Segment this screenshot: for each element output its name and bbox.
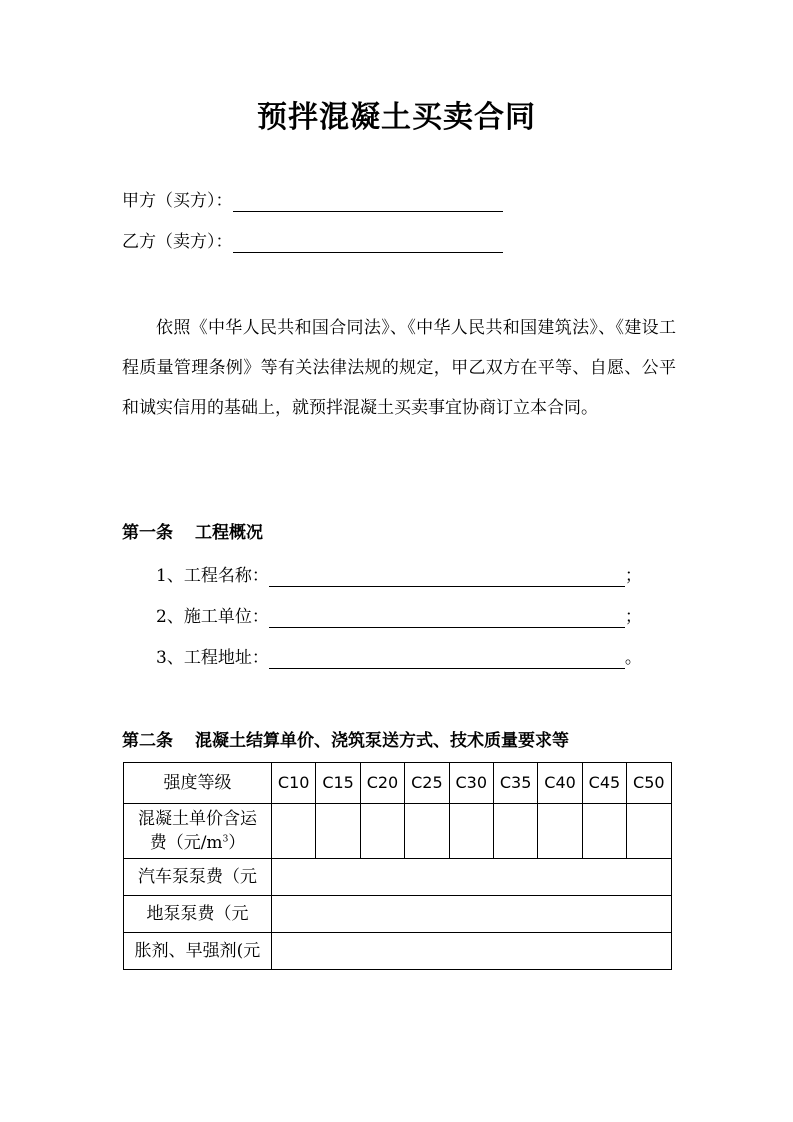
grade-header-cell: C30 bbox=[449, 763, 493, 804]
contractor-line bbox=[156, 606, 642, 628]
grade-header-cell: C40 bbox=[538, 763, 582, 804]
grade-header-cell: C35 bbox=[493, 763, 537, 804]
project-address-line bbox=[156, 647, 642, 669]
document-title: 预拌混凝土买卖合同 bbox=[257, 100, 536, 135]
grade-header-cell: C15 bbox=[316, 763, 360, 804]
ground-pump-fee-row bbox=[124, 896, 672, 933]
seller-blank[interactable] bbox=[233, 234, 503, 253]
article2-title: 混凝土结算单价、浇筑泵送方式、技术质量要求等 bbox=[195, 731, 569, 751]
article2-heading bbox=[122, 730, 569, 752]
unit-price-label bbox=[124, 804, 272, 859]
admixture-fee-label: 胀剂、早强剂(元 bbox=[124, 933, 272, 970]
strength-grade-header: 强度等级 bbox=[124, 763, 272, 804]
unit-price-cell[interactable] bbox=[538, 804, 582, 859]
buyer-line bbox=[122, 190, 503, 212]
project-name-blank[interactable] bbox=[269, 568, 625, 587]
grade-header-cell: C20 bbox=[360, 763, 404, 804]
truck-pump-fee-label: 汽车泵泵费（元 bbox=[124, 859, 272, 896]
project-name-line bbox=[156, 565, 642, 587]
contractor-blank[interactable] bbox=[269, 609, 625, 628]
admixture-fee-cell[interactable] bbox=[272, 933, 672, 970]
unit-price-cell[interactable] bbox=[316, 804, 360, 859]
buyer-blank[interactable] bbox=[233, 193, 503, 212]
unit-price-label-line1: 混凝土单价含运 bbox=[138, 809, 257, 829]
unit-price-cell[interactable] bbox=[449, 804, 493, 859]
unit-price-label-line2: 费（元/m bbox=[149, 833, 223, 853]
unit-price-cell[interactable] bbox=[272, 804, 316, 859]
unit-price-cell[interactable] bbox=[360, 804, 404, 859]
unit-price-row bbox=[124, 804, 672, 859]
project-address-end: 。 bbox=[624, 648, 642, 668]
ground-pump-fee-cell[interactable] bbox=[272, 896, 672, 933]
unit-price-cell[interactable] bbox=[582, 804, 626, 859]
price-table bbox=[123, 762, 672, 970]
unit-price-cell[interactable] bbox=[627, 804, 671, 859]
buyer-label: 甲方（买方）： bbox=[122, 191, 233, 211]
project-name-end: ； bbox=[624, 566, 642, 586]
project-name-label: 1、工程名称： bbox=[156, 566, 269, 586]
unit-price-label-end: ） bbox=[228, 833, 246, 853]
article2-number: 第二条 bbox=[122, 731, 173, 751]
unit-price-cell[interactable] bbox=[405, 804, 449, 859]
truck-pump-fee-cell[interactable] bbox=[272, 859, 672, 896]
grade-header-cell: C50 bbox=[627, 763, 671, 804]
table-header-row bbox=[124, 763, 672, 804]
article1-title: 工程概况 bbox=[195, 523, 263, 543]
grade-header-cell: C45 bbox=[582, 763, 626, 804]
ground-pump-fee-label: 地泵泵费（元 bbox=[124, 896, 272, 933]
contractor-end: ； bbox=[624, 607, 642, 627]
grade-header-cell: C25 bbox=[405, 763, 449, 804]
article1-number: 第一条 bbox=[122, 523, 173, 543]
unit-price-cell[interactable] bbox=[493, 804, 537, 859]
seller-line bbox=[122, 231, 503, 253]
article1-heading bbox=[122, 522, 263, 544]
seller-label: 乙方（卖方）： bbox=[122, 232, 233, 252]
unit-superscript: 3 bbox=[222, 834, 229, 845]
contractor-label: 2、施工单位： bbox=[156, 607, 269, 627]
project-address-label: 3、工程地址： bbox=[156, 648, 269, 668]
truck-pump-fee-row bbox=[124, 859, 672, 896]
intro-paragraph: 依照《中华人民共和国合同法》、《中华人民共和国建筑法》、《建设工程质量管理条例》等有关法律法规的规定，甲乙双方在平等、自愿、公平和诚实信用的基础上，就预拌混凝土买卖事宜协商订立本合同。 bbox=[122, 318, 676, 418]
project-address-blank[interactable] bbox=[269, 650, 625, 669]
admixture-fee-row bbox=[124, 933, 672, 970]
grade-header-cell: C10 bbox=[272, 763, 316, 804]
